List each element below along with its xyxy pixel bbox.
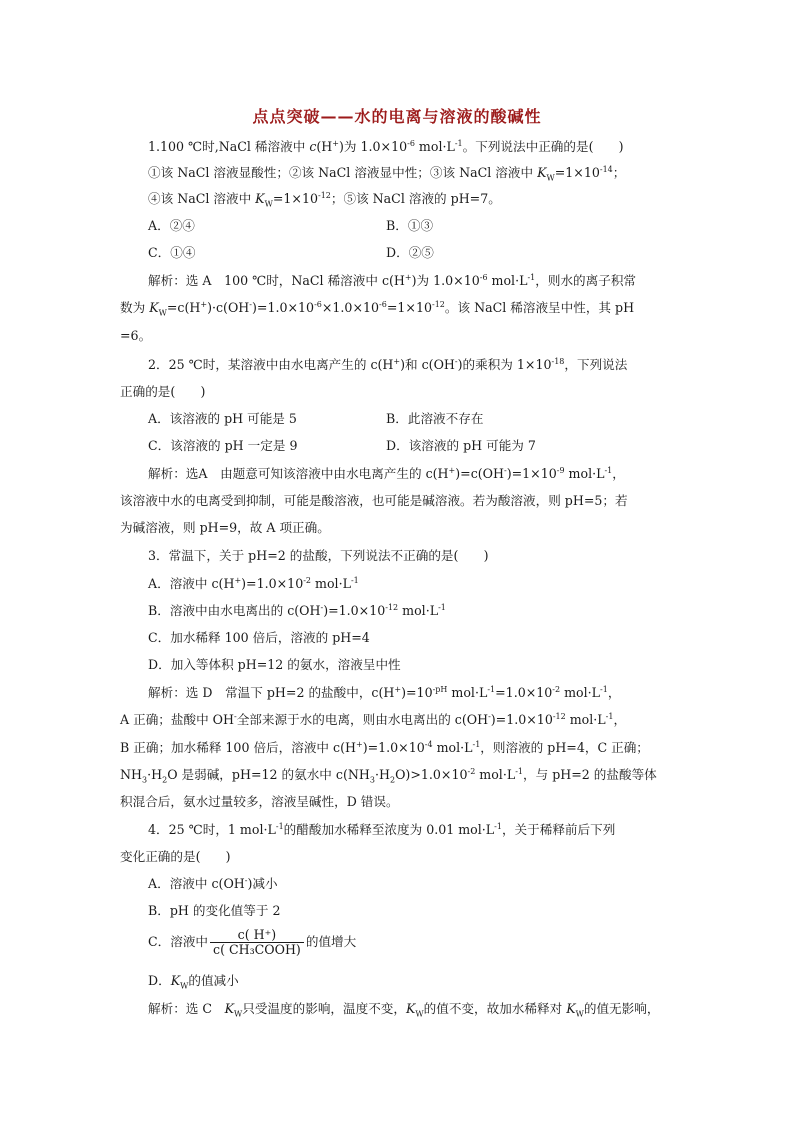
q4-choice-c: C．溶液中 $\frac{c( H^+)}{\text{c( CH₃COOH)}}$ 的值增大 <box>148 927 357 957</box>
q4-stem: 4．25 ℃时，1 $mol\cdot L^{-1}$的醋酸加水稀释至浓度为 0.01 $mol\cdot L^{-1}$，关于稀释前后下列 <box>148 821 616 837</box>
q1-analysis-line2: 数为 $K_W=c(H^+)\cdot c(OH^-)=1.0\times 10^{-6}\times 1.0\times 10^{-6}=1\times 10^{-12}$。该 NaCl 稀溶液呈中性，其 pH <box>120 299 635 318</box>
q3-choice-a: A．溶液中 $c(H^+)=1.0\times 10^{-2}$ $mol\cdot L^{-1}$ <box>148 575 359 591</box>
q4-choice-d: D．$K_W$的值减小 <box>148 973 239 991</box>
q3-choice-c: C．加水稀释 100 倍后，溶液的 pH=4 <box>148 630 370 645</box>
q3-analysis-line2: A 正确；盐酸中 OH-全部来源于水的电离，则由水电离出的 $c(OH^-)=1.0\times 10^{-12}$ $mol\cdot L^{-1}$， <box>120 711 627 727</box>
q3-analysis-line5: 积混合后，氨水过量较多，溶液呈碱性，D 错误。 <box>120 794 399 809</box>
q4-analysis-line1: 解析：选 C $K_W$只受温度的影响，温度不变，$K_W$的值不变，故加水稀释对 $K_W$的值无影响， <box>148 1001 660 1019</box>
q2-choice-a: A．该溶液的 pH 可能是 5 <box>148 411 297 426</box>
q1-choice-a: A．②④ <box>148 218 195 233</box>
q2-choice-d: D．该溶液的 pH 可能为 7 <box>386 438 536 453</box>
q1-choice-b: B．①③ <box>386 218 434 233</box>
q1-analysis-line1: 解析：选 A 100 ℃时，NaCl 稀溶液中 c(H+)为 $1.0\times 10^{-6}$ $mol\cdot L^{-1}$，则水的离子积常 <box>148 272 636 288</box>
q2-analysis-line2: 该溶液中水的电离受到抑制，可能是酸溶液，也可能是碱溶液。若为酸溶液，则 pH=5；若 <box>120 493 628 508</box>
q3-choice-b: B．溶液中由水电离出的 $c(OH^-)=1.0\times 10^{-12}$ $mol\cdot L^{-1}$ <box>148 602 446 618</box>
q4-choice-b: B．pH 的变化值等于 2 <box>148 903 281 918</box>
page-title: 点点突破——水的电离与溶液的酸碱性 <box>252 107 542 126</box>
q3-choice-d: D．加入等体积 pH=12 的氨水，溶液呈中性 <box>148 657 401 672</box>
q3-stem: 3．常温下，关于 pH=2 的盐酸，下列说法不正确的是( ) <box>148 548 489 563</box>
q2-stem: 2．25 ℃时，某溶液中由水电离产生的 c(H+)和 c(OH-)的乘积为 $1\times 10^{-18}$，下列说法 <box>148 356 628 372</box>
q1-choice-d: D．②⑤ <box>386 245 434 260</box>
q2-choice-c: C．该溶液的 pH 一定是 9 <box>148 438 298 453</box>
q2-choice-b: B．此溶液不存在 <box>386 411 484 426</box>
q4-choice-a: A．溶液中 c(OH-)减小 <box>148 875 278 891</box>
ratio-fraction <box>210 928 304 957</box>
q2-analysis-line3: 为碱溶液，则 pH=9，故 A 项正确。 <box>120 520 330 535</box>
q3-analysis-line4: $NH_3\cdot H_2O$ 是弱碱，pH=12 的氨水中 $c(NH_3\cdot H_2O)>1.0\times 10^{-2}$ $mol\cdot L^{-1}$，与 pH=2 的盐酸等体 <box>120 766 657 785</box>
q1-stem: 1.100 ℃时,NaCl 稀溶液中 c(H+)为 $1.0\times 10^{-6}$ $mol\cdot L^{-1}$。下列说法中正确的是( ) <box>148 138 624 154</box>
q4-stem-line2: 变化正确的是( ) <box>120 849 231 864</box>
fraction-denominator: c( CH₃COOH) <box>213 942 301 957</box>
q1-options-line1: ①该 NaCl 溶液显酸性；②该 NaCl 溶液显中性；③该 NaCl 溶液中 $K_W=1\times 10^{-14}$； <box>148 164 626 183</box>
q2-analysis-line1: 解析：选A 由题意可知该溶液中由水电离产生的 $c(H^+)=c(OH^-)=1\times 10^{-9}$ $mol\cdot L^{-1}$， <box>148 465 625 481</box>
q3-analysis-line1: 解析：选 D 常温下 pH=2 的盐酸中，$c(H^+)=10^{-pH}$ $mol\cdot L^{-1}=1.0\times 10^{-2}$ $mol\cdot L^{-1}$， <box>148 684 621 700</box>
q3-analysis-line3: B 正确；加水稀释 100 倍后，溶液中 $c(H^+)=1.0\times 10^{-4}$ $mol\cdot L^{-1}$，则溶液的 pH=4，C 正确； <box>120 739 649 755</box>
q1-analysis-line3: =6。 <box>120 328 152 343</box>
q1-options-line2: ④该 NaCl 溶液中 $K_W=1\times 10^{-12}$；⑤该 NaCl 溶液的 pH=7。 <box>148 190 501 209</box>
fraction-numerator: c( H⁺) <box>210 928 304 943</box>
q1-choice-c: C．①④ <box>148 245 196 260</box>
q2-stem-line2: 正确的是( ) <box>120 384 206 399</box>
